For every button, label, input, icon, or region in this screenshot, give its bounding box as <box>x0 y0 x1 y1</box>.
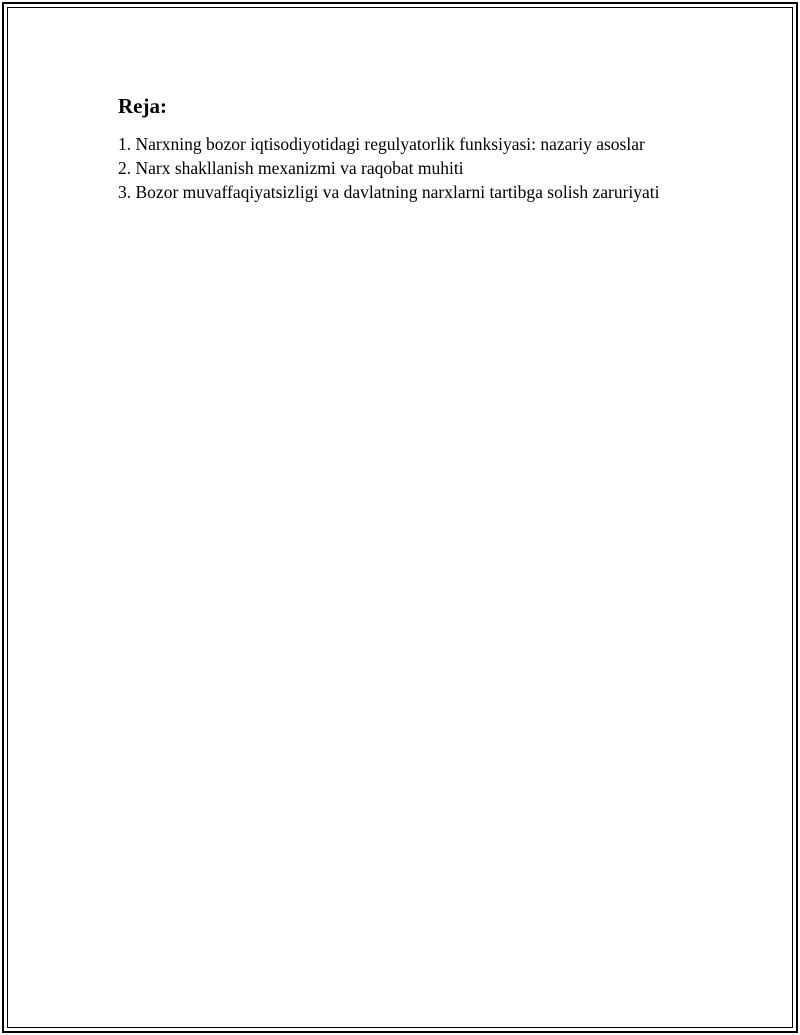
plan-item: 3. Bozor muvaffaqiyatsizligi va davlatning narxlarni tartibga solish zaruriyati <box>118 182 660 202</box>
plan-item: 2. Narx shakllanish mexanizmi va raqobat muhiti <box>118 158 464 178</box>
page-content <box>118 92 698 204</box>
plan-list <box>118 132 698 204</box>
plan-item: 1. Narxning bozor iqtisodiyotidagi regulyatorlik funksiyasi: nazariy asoslar <box>118 134 645 154</box>
plan-heading: Reja: <box>118 94 167 118</box>
